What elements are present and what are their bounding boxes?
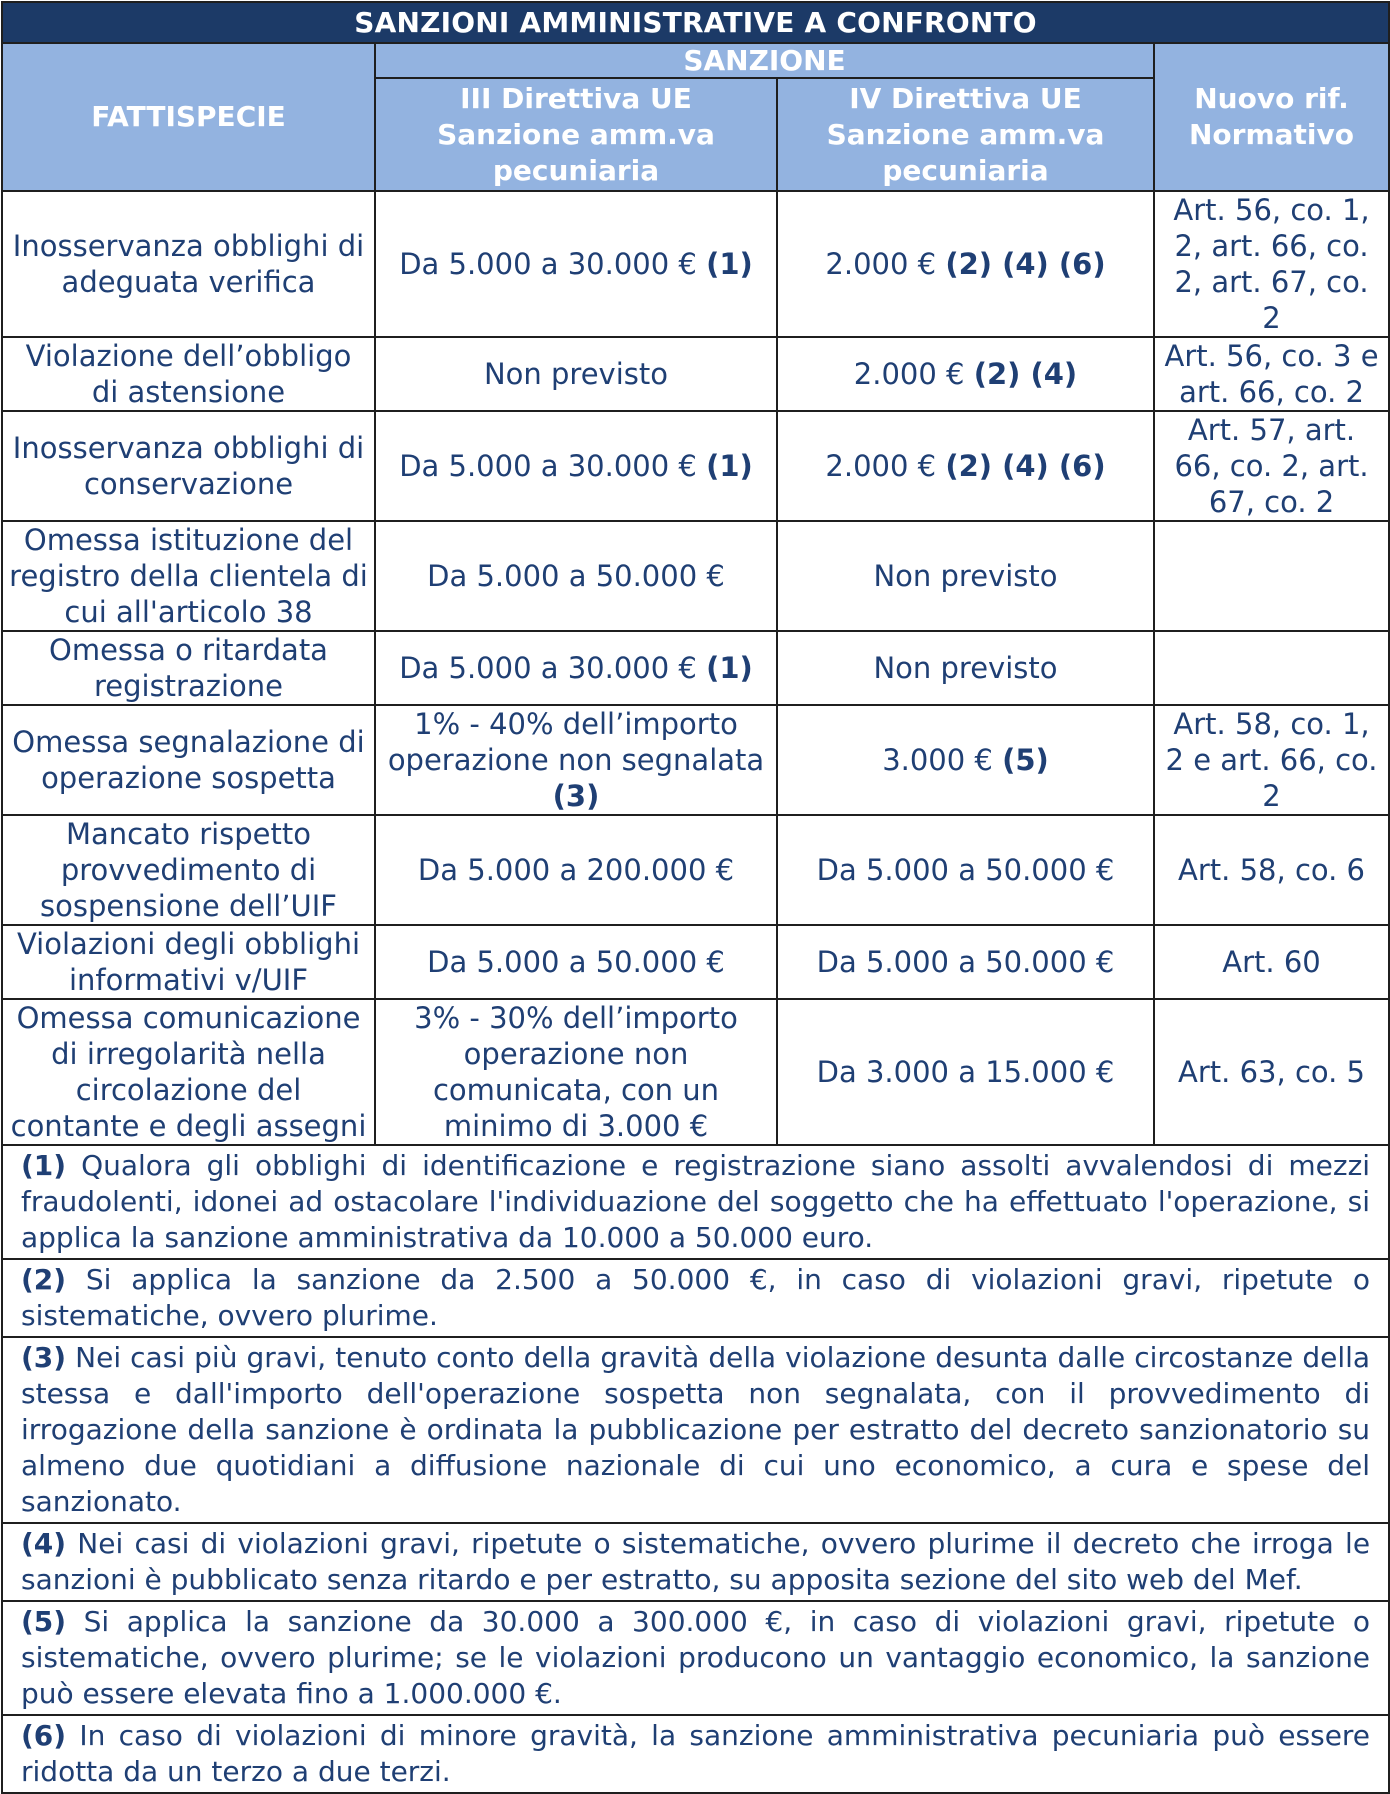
header-iv-line3: pecuniaria: [882, 153, 1049, 187]
table-row: [2, 705, 1389, 815]
sanzione-text: Da 5.000 a 50.000 €: [816, 945, 1115, 979]
footnote-ref: (2) (4) (6): [945, 247, 1106, 281]
sanzione-text: 1% - 40% dell’importo operazione non segnalata: [387, 707, 765, 777]
footnote-text: Si applica la sanzione da 30.000 a 300.000 €, in caso di violazioni gravi, ripetute o sistematiche, ovvero plurime; se le violazioni producono un vantaggio economico, la sanzione può essere elevata fino a 1.000.000 €.: [21, 1605, 1371, 1710]
footnote-ref: (1): [706, 449, 753, 483]
cell-iii-sanzione: [375, 337, 777, 411]
cell-iii-sanzione: [375, 815, 777, 925]
footnote-text: Si applica la sanzione da 2.500 a 50.000 €, in caso di violazioni gravi, ripetute o sistematiche, ovvero plurime.: [21, 1263, 1371, 1332]
footnote-number: (4): [21, 1527, 67, 1560]
sanzione-text: 2.000 €: [853, 357, 974, 391]
cell-rif-normativo: [1154, 521, 1389, 631]
cell-fattispecie: Omessa comunicazione di irregolarità nella circolazione del contante e degli assegni: [2, 999, 375, 1145]
cell-fattispecie: Omessa o ritardata registrazione: [2, 631, 375, 705]
cell-fattispecie: Inosservanza obblighi di conservazione: [2, 411, 375, 521]
footnote-number: (2): [21, 1263, 67, 1296]
table-row: [2, 337, 1389, 411]
sanctions-table-container: [1, 1, 1388, 1794]
footnote-number: (5): [21, 1605, 67, 1638]
sanzione-text: Da 5.000 a 50.000 €: [427, 945, 725, 979]
table-row: [2, 815, 1389, 925]
table-row: [2, 411, 1389, 521]
footnote-ref: (1): [706, 247, 753, 281]
sanzione-text: Da 3.000 a 15.000 €: [816, 1055, 1115, 1089]
cell-fattispecie: Mancato rispetto provvedimento di sospensione dell’UIF: [2, 815, 375, 925]
header-iii-line2: Sanzione amm.va: [437, 117, 715, 151]
footnote-ref: (5): [1002, 743, 1049, 777]
sanzione-text: 3.000 €: [882, 743, 1003, 777]
cell-rif-normativo: Art. 56, co. 3 e art. 66, co. 2: [1154, 337, 1389, 411]
footnote-ref: (2) (4): [973, 357, 1078, 391]
header-iv-line2: Sanzione amm.va: [826, 117, 1105, 151]
sanzione-text: 2.000 €: [825, 247, 946, 281]
sanzione-text: Da 5.000 a 30.000 €: [399, 651, 707, 685]
cell-iv-sanzione: [777, 631, 1154, 705]
sanzione-text: Da 5.000 a 200.000 €: [417, 853, 735, 887]
footnote-row: [2, 1601, 1389, 1715]
table-row: [2, 999, 1389, 1145]
cell-fattispecie: Inosservanza obblighi di adeguata verifica: [2, 191, 375, 337]
header-iv-line1: IV Direttiva UE: [849, 81, 1082, 115]
header-fattispecie: FATTISPECIE: [2, 43, 375, 191]
footnote: [2, 1523, 1389, 1601]
cell-iii-sanzione: [375, 411, 777, 521]
header-iii-line1: III Direttiva UE: [460, 81, 692, 115]
cell-iv-sanzione: [777, 999, 1154, 1145]
footnote-row: [2, 1259, 1389, 1337]
sanzione-text: 3% - 30% dell’importo operazione non comunicata, con un minimo di 3.000 €: [414, 1001, 738, 1143]
footnote-text: Nei casi di violazioni gravi, ripetute o sistematiche, ovvero plurime il decreto che irroga le sanzioni è pubblicato senza ritardo e per estratto, su apposita sezione del sito web del Mef.: [21, 1527, 1371, 1596]
cell-iii-sanzione: [375, 521, 777, 631]
footnote: [2, 1337, 1389, 1523]
table-row: [2, 521, 1389, 631]
sanzione-text: Non previsto: [873, 651, 1058, 685]
cell-rif-normativo: Art. 57, art. 66, co. 2, art. 67, co. 2: [1154, 411, 1389, 521]
footnote-number: (3): [21, 1341, 67, 1374]
footnote-row: [2, 1523, 1389, 1601]
footnote-text: Nei casi più gravi, tenuto conto della gravità della violazione desunta dalle circostanze della stessa e dall'importo dell'operazione sospetta non segnalata, con il provvedimento di irrogazione della sanzione è ordinata la pubblicazione per estratto del decreto sanzionatorio su almeno due quotidiani a diffusione nazionale di cui uno economico, a cura e spese del sanzionato.: [21, 1341, 1371, 1518]
cell-rif-normativo: Art. 60: [1154, 925, 1389, 999]
cell-fattispecie: Violazioni degli obblighi informativi v/UIF: [2, 925, 375, 999]
cell-rif-normativo: Art. 63, co. 5: [1154, 999, 1389, 1145]
footnote: [2, 1145, 1389, 1259]
footnote-row: [2, 1715, 1389, 1793]
cell-iii-sanzione: [375, 999, 777, 1145]
cell-iv-sanzione: [777, 925, 1154, 999]
cell-rif-normativo: Art. 56, co. 1, 2, art. 66, co. 2, art. 67, co. 2: [1154, 191, 1389, 337]
footnote: [2, 1259, 1389, 1337]
table-row: [2, 631, 1389, 705]
footnote: [2, 1715, 1389, 1793]
table-row: [2, 191, 1389, 337]
cell-iii-sanzione: [375, 705, 777, 815]
cell-iii-sanzione: [375, 925, 777, 999]
table-row: [2, 925, 1389, 999]
cell-iv-sanzione: [777, 337, 1154, 411]
footnote-text: Qualora gli obblighi di identificazione e registrazione siano assolti avvalendosi di mezzi fraudolenti, idonei ad ostacolare l'individuazione del soggetto che ha effettuato l'operazione, si applica la sanzione amministrativa da 10.000 a 50.000 euro.: [21, 1149, 1371, 1254]
footnote-ref: (1): [706, 651, 753, 685]
footnote-ref: (2) (4) (6): [945, 449, 1106, 483]
sanzione-text: Da 5.000 a 50.000 €: [816, 853, 1115, 887]
cell-iv-sanzione: [777, 521, 1154, 631]
sanzione-text: Da 5.000 a 30.000 €: [399, 449, 707, 483]
title-row: [2, 2, 1389, 43]
cell-iv-sanzione: [777, 705, 1154, 815]
cell-rif-normativo: [1154, 631, 1389, 705]
footnote: [2, 1601, 1389, 1715]
cell-iii-sanzione: [375, 191, 777, 337]
sanzione-text: Da 5.000 a 50.000 €: [427, 559, 725, 593]
sanctions-table: [1, 1, 1390, 1794]
header-iv-direttiva: [777, 78, 1154, 191]
footnote-ref: (3): [552, 779, 600, 813]
header-iii-direttiva: [375, 78, 777, 191]
cell-iv-sanzione: [777, 815, 1154, 925]
header-rif-line1: Nuovo rif.: [1194, 82, 1349, 115]
sanzione-text: Da 5.000 a 30.000 €: [399, 247, 707, 281]
sanzione-text: 2.000 €: [825, 449, 946, 483]
table-title: SANZIONI AMMINISTRATIVE A CONFRONTO: [2, 2, 1389, 43]
sanzione-text: Non previsto: [873, 559, 1058, 593]
cell-fattispecie: Violazione dell’obbligo di astensione: [2, 337, 375, 411]
footnote-row: [2, 1337, 1389, 1523]
header-rif-normativo: [1154, 43, 1389, 191]
cell-iv-sanzione: [777, 191, 1154, 337]
cell-fattispecie: Omessa istituzione del registro della clientela di cui all'articolo 38: [2, 521, 375, 631]
footnote-text: In caso di violazioni di minore gravità, la sanzione amministrativa pecuniaria può essere ridotta da un terzo a due terzi.: [21, 1719, 1371, 1788]
sanzione-text: Non previsto: [483, 357, 668, 391]
header-iii-line3: pecuniaria: [492, 153, 660, 187]
header-rif-line2: Normativo: [1189, 118, 1355, 151]
cell-rif-normativo: Art. 58, co. 1, 2 e art. 66, co. 2: [1154, 705, 1389, 815]
cell-rif-normativo: Art. 58, co. 6: [1154, 815, 1389, 925]
footnote-number: (6): [21, 1719, 67, 1752]
footnote-number: (1): [21, 1149, 67, 1182]
cell-iv-sanzione: [777, 411, 1154, 521]
header-sanzione: SANZIONE: [375, 43, 1154, 78]
cell-fattispecie: Omessa segnalazione di operazione sospetta: [2, 705, 375, 815]
cell-iii-sanzione: [375, 631, 777, 705]
header-row-1: [2, 43, 1389, 78]
footnote-row: [2, 1145, 1389, 1259]
